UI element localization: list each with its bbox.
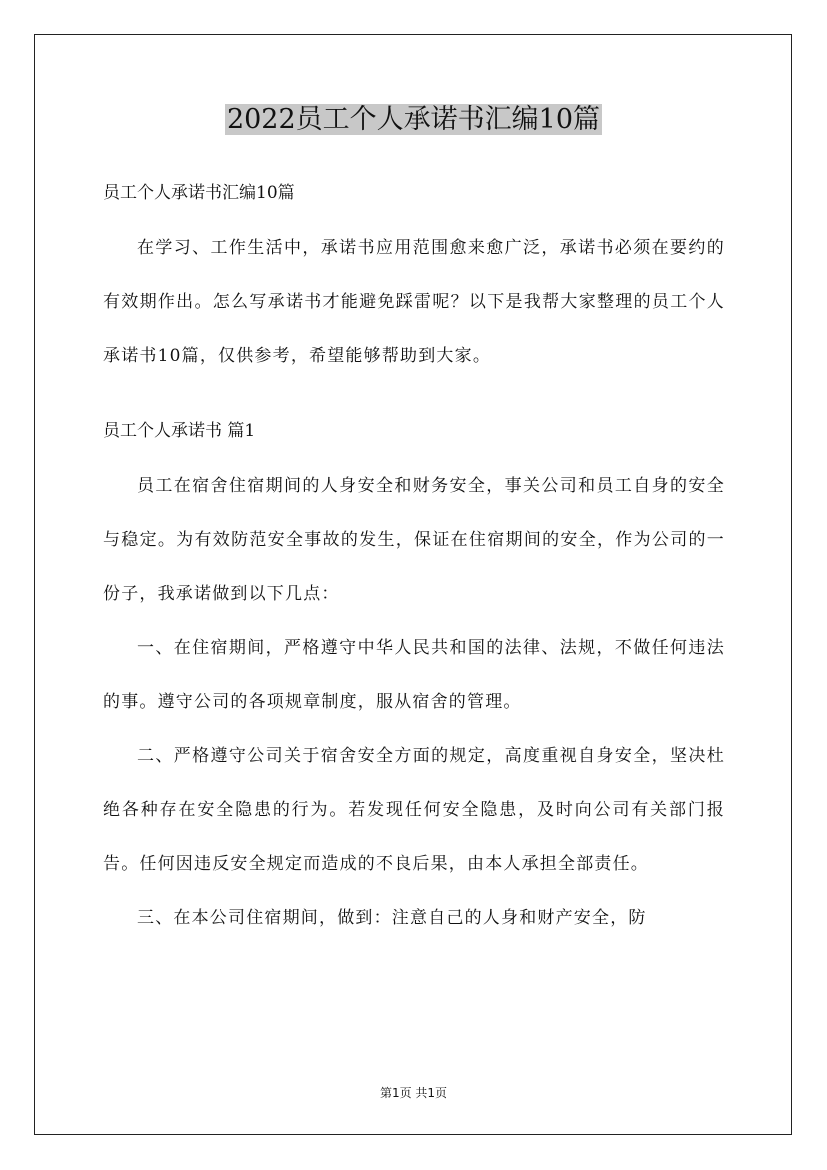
body-paragraph-3: 二、严格遵守公司关于宿舍安全方面的规定，高度重视自身安全，坚决杜绝各种存在安全隐患的行为。若发现任何安全隐患，及时向公司有关部门报告。任何因违反安全规定而造成的不良后果，由本人承担全部责任。 xyxy=(103,746,725,874)
document-subtitle: 员工个人承诺书汇编10篇 xyxy=(103,183,295,203)
section-heading: 员工个人承诺书 篇1 xyxy=(103,421,256,441)
document-title xyxy=(0,100,827,140)
body-paragraph-2: 一、在住宿期间，严格遵守中华人民共和国的法律、法规，不做任何违法的事。遵守公司的各项规章制度，服从宿舍的管理。 xyxy=(103,638,725,712)
body-paragraph-1: 员工在宿舍住宿期间的人身安全和财务安全，事关公司和员工自身的安全与稳定。为有效防范安全事故的发生，保证在住宿期间的安全，作为公司的一份子，我承诺做到以下几点： xyxy=(103,476,725,604)
page-footer: 第1页 共1页 xyxy=(379,1086,448,1100)
document-title-text: 2022员工个人承诺书汇编10篇 xyxy=(226,104,601,135)
intro-paragraph: 在学习、工作生活中，承诺书应用范围愈来愈广泛，承诺书必须在要约的有效期作出。怎么写承诺书才能避免踩雷呢？以下是我帮大家整理的员工个人承诺书10篇，仅供参考，希望能够帮助到大家。 xyxy=(103,238,725,366)
body-paragraph-4: 三、在本公司住宿期间，做到：注意自己的人身和财产安全，防 xyxy=(137,908,647,928)
document-body xyxy=(103,175,725,945)
